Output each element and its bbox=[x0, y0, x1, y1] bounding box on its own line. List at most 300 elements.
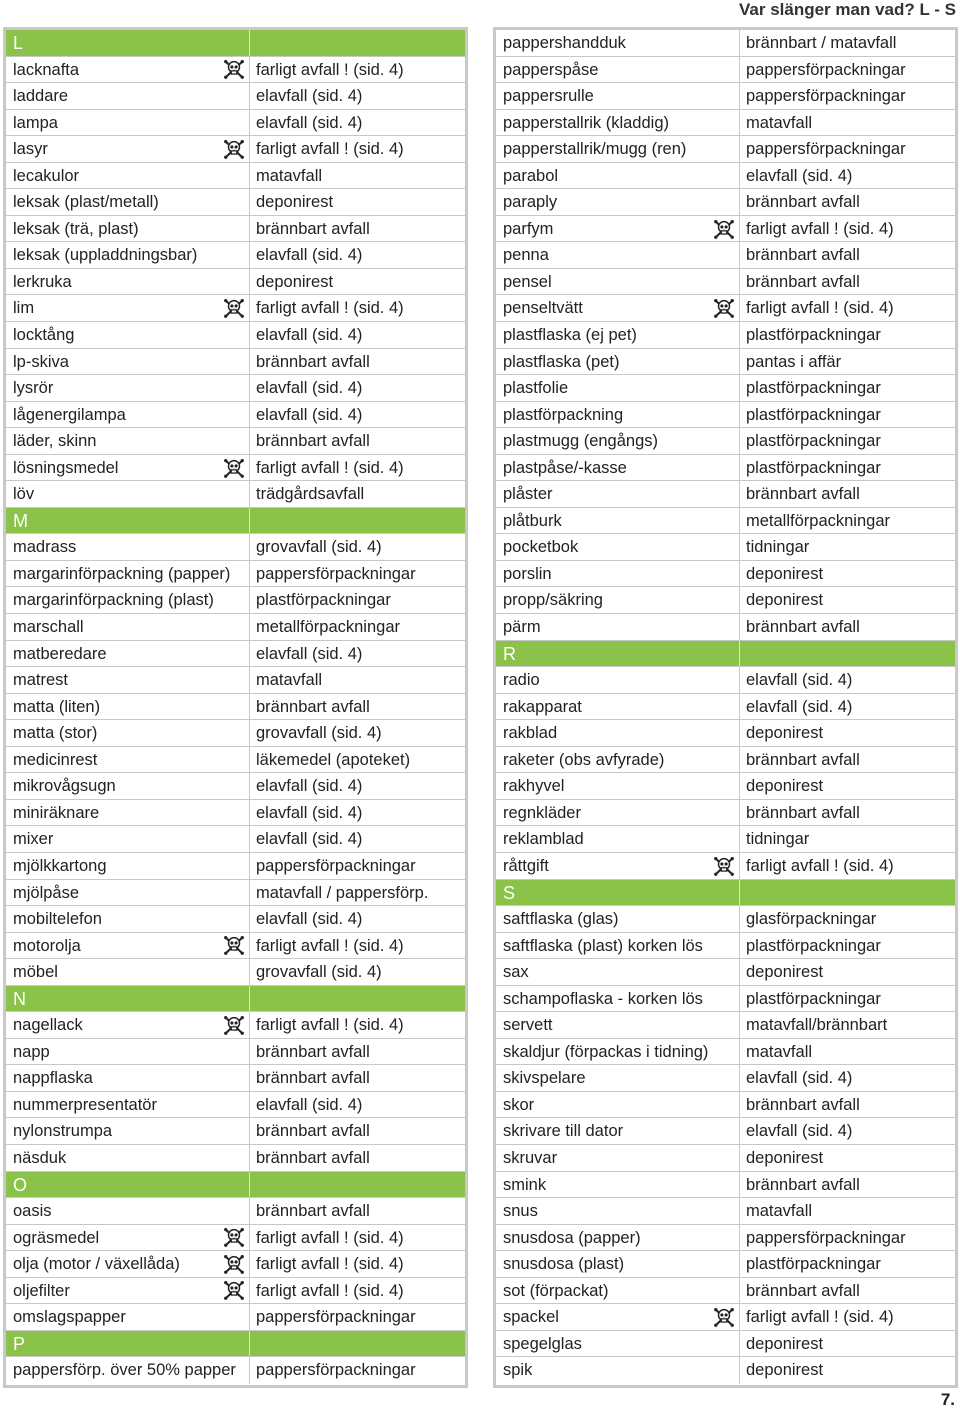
waste-category: plastförpackningar bbox=[739, 428, 955, 454]
table-row bbox=[496, 826, 955, 853]
waste-category: deponirest bbox=[739, 587, 955, 613]
item-name: rakapparat bbox=[503, 697, 582, 716]
table-row bbox=[496, 959, 955, 986]
item-name: papperstallrik (kladdig) bbox=[503, 113, 669, 132]
table-row bbox=[496, 508, 955, 535]
item-name: spegelglas bbox=[503, 1334, 582, 1353]
table-row bbox=[496, 747, 955, 774]
waste-category: matavfall bbox=[249, 163, 465, 189]
section-letter-row bbox=[496, 641, 955, 668]
icon-cell bbox=[219, 641, 249, 667]
table-row bbox=[496, 933, 955, 960]
waste-category: farligt avfall ! (sid. 4) bbox=[739, 295, 955, 321]
table-row bbox=[496, 322, 955, 349]
icon-cell bbox=[219, 694, 249, 720]
table-row bbox=[6, 110, 465, 137]
waste-category: deponirest bbox=[739, 959, 955, 985]
waste-category: farligt avfall ! (sid. 4) bbox=[249, 933, 465, 959]
waste-category: pappersförpackningar bbox=[739, 1225, 955, 1251]
item-name: lecakulor bbox=[13, 166, 80, 185]
icon-cell bbox=[709, 1198, 739, 1224]
skull-crossbones-icon bbox=[219, 1225, 249, 1251]
waste-category: farligt avfall ! (sid. 4) bbox=[249, 136, 465, 162]
table-row bbox=[496, 614, 955, 641]
table-row bbox=[496, 773, 955, 800]
icon-cell bbox=[709, 906, 739, 932]
waste-category: elavfall (sid. 4) bbox=[739, 163, 955, 189]
icon-cell bbox=[709, 30, 739, 56]
section-letter-filler bbox=[249, 986, 465, 1012]
page-number: 7. bbox=[940, 1390, 955, 1409]
item-name: motorolja bbox=[13, 936, 81, 955]
icon-cell bbox=[219, 959, 249, 985]
waste-category: brännbart avfall bbox=[739, 242, 955, 268]
table-row bbox=[496, 136, 955, 163]
waste-category: brännbart avfall bbox=[739, 614, 955, 640]
waste-category: elavfall (sid. 4) bbox=[739, 1065, 955, 1091]
item-name: matberedare bbox=[13, 644, 107, 663]
waste-category: brännbart avfall bbox=[249, 1198, 465, 1224]
item-name: plastmugg (engångs) bbox=[503, 432, 659, 451]
item-name: nylonstrumpa bbox=[13, 1122, 113, 1141]
item-name: schampoflaska - korken lös bbox=[503, 989, 703, 1008]
waste-category: trädgårdsavfall bbox=[249, 481, 465, 507]
item-name: leksak (plast/metall) bbox=[13, 193, 159, 212]
skull-crossbones-icon bbox=[219, 1251, 249, 1277]
icon-cell bbox=[709, 720, 739, 746]
item-name: lösningsmedel bbox=[13, 458, 119, 477]
section-letter-filler bbox=[249, 30, 465, 56]
item-name: matta (liten) bbox=[13, 697, 101, 716]
skull-crossbones-icon bbox=[709, 216, 739, 242]
item-name: näsduk bbox=[13, 1148, 67, 1167]
item-name: nummerpresentatör bbox=[13, 1095, 157, 1114]
waste-category: deponirest bbox=[739, 720, 955, 746]
section-letter-row bbox=[6, 508, 465, 535]
item-name: propp/säkring bbox=[503, 591, 603, 610]
item-name: mjölkkartong bbox=[13, 856, 107, 875]
waste-category: elavfall (sid. 4) bbox=[739, 1118, 955, 1144]
waste-category: pappersförpackningar bbox=[739, 136, 955, 162]
table-row bbox=[496, 455, 955, 482]
waste-category: brännbart avfall bbox=[249, 1039, 465, 1065]
item-name: lampa bbox=[13, 113, 58, 132]
table-row bbox=[496, 189, 955, 216]
waste-category: brännbart avfall bbox=[739, 481, 955, 507]
item-name: lågenergilampa bbox=[13, 405, 126, 424]
icon-cell bbox=[709, 614, 739, 640]
item-name: ogräsmedel bbox=[13, 1228, 100, 1247]
waste-category: grovavfall (sid. 4) bbox=[249, 720, 465, 746]
table-row bbox=[6, 773, 465, 800]
waste-category: tidningar bbox=[739, 534, 955, 560]
icon-cell bbox=[219, 720, 249, 746]
waste-category: pappersförpackningar bbox=[739, 57, 955, 83]
waste-category: plastförpackningar bbox=[739, 1251, 955, 1277]
item-name: sot (förpackat) bbox=[503, 1281, 609, 1300]
waste-category: matavfall bbox=[739, 110, 955, 136]
item-name: rakblad bbox=[503, 724, 558, 743]
icon-cell bbox=[219, 322, 249, 348]
table-row bbox=[496, 853, 955, 880]
icon-cell bbox=[709, 269, 739, 295]
waste-category: brännbart avfall bbox=[739, 747, 955, 773]
icon-cell bbox=[709, 986, 739, 1012]
icon-cell bbox=[219, 587, 249, 613]
item-name: smink bbox=[503, 1175, 547, 1194]
icon-cell bbox=[709, 83, 739, 109]
waste-category: deponirest bbox=[739, 561, 955, 587]
table-row bbox=[496, 110, 955, 137]
item-name: sax bbox=[503, 963, 529, 982]
section-letter-spacer bbox=[219, 1172, 249, 1198]
table-row bbox=[496, 402, 955, 429]
item-name: plåster bbox=[503, 485, 553, 504]
section-letter-spacer bbox=[709, 641, 739, 667]
item-name: nappflaska bbox=[13, 1069, 93, 1088]
icon-cell bbox=[709, 1225, 739, 1251]
icon-cell bbox=[709, 959, 739, 985]
table-row bbox=[6, 614, 465, 641]
section-letter-filler bbox=[249, 508, 465, 534]
table-row bbox=[496, 694, 955, 721]
icon-cell bbox=[219, 747, 249, 773]
right-column-table bbox=[493, 27, 958, 1388]
table-row bbox=[6, 481, 465, 508]
waste-category: elavfall (sid. 4) bbox=[249, 322, 465, 348]
item-name: skaldjur (förpackas i tidning) bbox=[503, 1042, 709, 1061]
table-row bbox=[6, 136, 465, 163]
section-letter-row bbox=[496, 880, 955, 907]
table-row bbox=[6, 1225, 465, 1252]
item-name: plastförpackning bbox=[503, 405, 624, 424]
table-row bbox=[6, 1012, 465, 1039]
table-row bbox=[496, 481, 955, 508]
table-row bbox=[496, 667, 955, 694]
waste-category: brännbart avfall bbox=[739, 189, 955, 215]
icon-cell bbox=[709, 322, 739, 348]
table-row bbox=[496, 587, 955, 614]
icon-cell bbox=[709, 402, 739, 428]
icon-cell bbox=[219, 216, 249, 242]
waste-category: metallförpackningar bbox=[739, 508, 955, 534]
section-letter-row bbox=[6, 1331, 465, 1358]
waste-category: plastförpackningar bbox=[739, 986, 955, 1012]
item-name: skruvar bbox=[503, 1148, 558, 1167]
section-letter-row bbox=[6, 986, 465, 1013]
table-row bbox=[6, 747, 465, 774]
table-row bbox=[6, 1304, 465, 1331]
icon-cell bbox=[709, 1065, 739, 1091]
waste-category: elavfall (sid. 4) bbox=[249, 83, 465, 109]
waste-category: plastförpackningar bbox=[739, 375, 955, 401]
waste-category: farligt avfall ! (sid. 4) bbox=[249, 1278, 465, 1304]
waste-category: elavfall (sid. 4) bbox=[249, 375, 465, 401]
table-row bbox=[496, 1251, 955, 1278]
item-name: oasis bbox=[13, 1202, 52, 1221]
item-name: pensel bbox=[503, 272, 552, 291]
table-row bbox=[496, 83, 955, 110]
icon-cell bbox=[709, 747, 739, 773]
waste-category: brännbart / matavfall bbox=[739, 30, 955, 56]
waste-category: brännbart avfall bbox=[249, 428, 465, 454]
item-name: spik bbox=[503, 1361, 533, 1380]
item-name: mjölpåse bbox=[13, 883, 80, 902]
waste-category: brännbart avfall bbox=[249, 1065, 465, 1091]
skull-crossbones-icon bbox=[219, 1278, 249, 1304]
table-row bbox=[496, 1172, 955, 1199]
icon-cell bbox=[219, 1145, 249, 1171]
waste-category: elavfall (sid. 4) bbox=[249, 641, 465, 667]
waste-category: plastförpackningar bbox=[739, 455, 955, 481]
table-row bbox=[496, 1065, 955, 1092]
waste-category: matavfall bbox=[249, 667, 465, 693]
waste-category: elavfall (sid. 4) bbox=[249, 773, 465, 799]
item-name: plastflaska (pet) bbox=[503, 352, 620, 371]
waste-category: metallförpackningar bbox=[249, 614, 465, 640]
item-name: pappersrulle bbox=[503, 87, 594, 106]
item-name: löv bbox=[13, 485, 35, 504]
waste-category: plastförpackningar bbox=[739, 933, 955, 959]
item-name: penna bbox=[503, 246, 549, 265]
table-row bbox=[496, 269, 955, 296]
icon-cell bbox=[709, 1145, 739, 1171]
table-row bbox=[6, 667, 465, 694]
table-row bbox=[496, 1118, 955, 1145]
table-row bbox=[6, 1145, 465, 1172]
waste-category: brännbart avfall bbox=[249, 1145, 465, 1171]
skull-crossbones-icon bbox=[709, 1304, 739, 1330]
table-row bbox=[496, 242, 955, 269]
waste-category: brännbart avfall bbox=[249, 1118, 465, 1144]
icon-cell bbox=[219, 880, 249, 906]
table-row bbox=[6, 428, 465, 455]
icon-cell bbox=[709, 1251, 739, 1277]
section-letter-spacer bbox=[219, 30, 249, 56]
icon-cell bbox=[219, 242, 249, 268]
item-name: plastflaska (ej pet) bbox=[503, 326, 637, 345]
left-column-table bbox=[3, 27, 468, 1388]
section-letter-filler bbox=[739, 641, 955, 667]
item-name: snusdosa (papper) bbox=[503, 1228, 641, 1247]
icon-cell bbox=[219, 1198, 249, 1224]
waste-category: pappersförpackningar bbox=[249, 561, 465, 587]
icon-cell bbox=[219, 189, 249, 215]
icon-cell bbox=[709, 455, 739, 481]
item-name: lp-skiva bbox=[13, 352, 69, 371]
table-row bbox=[6, 880, 465, 907]
icon-cell bbox=[219, 349, 249, 375]
waste-category: elavfall (sid. 4) bbox=[249, 110, 465, 136]
section-letter-row bbox=[6, 30, 465, 57]
table-row bbox=[496, 1145, 955, 1172]
table-row bbox=[6, 534, 465, 561]
waste-category: brännbart avfall bbox=[739, 269, 955, 295]
table-row bbox=[6, 853, 465, 880]
table-row bbox=[6, 1251, 465, 1278]
item-name: matta (stor) bbox=[13, 724, 98, 743]
icon-cell bbox=[709, 110, 739, 136]
waste-category: deponirest bbox=[739, 773, 955, 799]
item-name: napp bbox=[13, 1042, 50, 1061]
table-row bbox=[6, 269, 465, 296]
item-name: skrivare till dator bbox=[503, 1122, 624, 1141]
icon-cell bbox=[709, 667, 739, 693]
table-row bbox=[6, 800, 465, 827]
icon-cell bbox=[709, 561, 739, 587]
item-name: regnkläder bbox=[503, 803, 581, 822]
table-row bbox=[496, 57, 955, 84]
item-name: margarinförpackning (papper) bbox=[13, 564, 231, 583]
waste-category: farligt avfall ! (sid. 4) bbox=[739, 216, 955, 242]
item-name: rakhyvel bbox=[503, 777, 565, 796]
waste-category: farligt avfall ! (sid. 4) bbox=[249, 57, 465, 83]
table-row bbox=[6, 694, 465, 721]
table-row bbox=[6, 1198, 465, 1225]
icon-cell bbox=[709, 534, 739, 560]
icon-cell bbox=[709, 57, 739, 83]
table-row bbox=[496, 1039, 955, 1066]
item-name: servett bbox=[503, 1016, 553, 1035]
icon-cell bbox=[219, 534, 249, 560]
item-name: porslin bbox=[503, 564, 552, 583]
table-row bbox=[6, 1092, 465, 1119]
icon-cell bbox=[709, 826, 739, 852]
waste-category: pappersförpackningar bbox=[249, 1304, 465, 1330]
waste-category: farligt avfall ! (sid. 4) bbox=[249, 1251, 465, 1277]
table-row bbox=[496, 1331, 955, 1358]
icon-cell bbox=[219, 375, 249, 401]
table-row bbox=[6, 933, 465, 960]
waste-category: deponirest bbox=[739, 1145, 955, 1171]
waste-category: matavfall/brännbart bbox=[739, 1012, 955, 1038]
table-row bbox=[6, 1357, 465, 1384]
table-row bbox=[6, 322, 465, 349]
table-row bbox=[496, 1357, 955, 1384]
waste-category: elavfall (sid. 4) bbox=[739, 667, 955, 693]
table-row bbox=[496, 295, 955, 322]
item-name: laddare bbox=[13, 87, 69, 106]
waste-category: pappersförpackningar bbox=[249, 1357, 465, 1384]
table-row bbox=[496, 534, 955, 561]
icon-cell bbox=[219, 163, 249, 189]
icon-cell bbox=[219, 428, 249, 454]
item-name: lim bbox=[13, 299, 35, 318]
item-name: reklamblad bbox=[503, 830, 584, 849]
waste-category: deponirest bbox=[739, 1357, 955, 1384]
table-row bbox=[6, 375, 465, 402]
waste-category: brännbart avfall bbox=[249, 216, 465, 242]
skull-crossbones-icon bbox=[219, 1012, 249, 1038]
item-name: skor bbox=[503, 1095, 535, 1114]
item-name: lasyr bbox=[13, 140, 48, 159]
section-letter-spacer bbox=[219, 986, 249, 1012]
waste-category: grovavfall (sid. 4) bbox=[249, 959, 465, 985]
skull-crossbones-icon bbox=[219, 295, 249, 321]
icon-cell bbox=[709, 189, 739, 215]
icon-cell bbox=[219, 614, 249, 640]
item-name: plastpåse/-kasse bbox=[503, 458, 627, 477]
item-name: möbel bbox=[13, 963, 58, 982]
section-letter: L bbox=[13, 33, 24, 53]
table-row bbox=[6, 57, 465, 84]
table-row bbox=[496, 216, 955, 243]
icon-cell bbox=[219, 667, 249, 693]
item-name: råttgift bbox=[503, 856, 549, 875]
icon-cell bbox=[709, 428, 739, 454]
icon-cell bbox=[219, 853, 249, 879]
item-name: matrest bbox=[13, 671, 69, 690]
item-name: leksak (trä, plast) bbox=[13, 219, 139, 238]
table-row bbox=[6, 1278, 465, 1305]
table-row bbox=[6, 720, 465, 747]
icon-cell bbox=[709, 1172, 739, 1198]
waste-category: elavfall (sid. 4) bbox=[249, 906, 465, 932]
waste-category: elavfall (sid. 4) bbox=[249, 402, 465, 428]
item-name: margarinförpackning (plast) bbox=[13, 591, 214, 610]
icon-cell bbox=[219, 1065, 249, 1091]
item-name: spackel bbox=[503, 1308, 559, 1327]
icon-cell bbox=[219, 269, 249, 295]
waste-category: plastförpackningar bbox=[249, 587, 465, 613]
skull-crossbones-icon bbox=[219, 136, 249, 162]
table-row bbox=[6, 349, 465, 376]
item-name: madrass bbox=[13, 538, 77, 557]
item-name: skivspelare bbox=[503, 1069, 586, 1088]
waste-category: elavfall (sid. 4) bbox=[249, 1092, 465, 1118]
item-name: marschall bbox=[13, 618, 84, 637]
item-name: omslagspapper bbox=[13, 1308, 126, 1327]
item-name: radio bbox=[503, 671, 540, 690]
waste-category: matavfall / pappersförp. bbox=[249, 880, 465, 906]
item-name: lacknafta bbox=[13, 60, 80, 79]
table-row bbox=[6, 1118, 465, 1145]
table-row bbox=[496, 375, 955, 402]
table-row bbox=[496, 163, 955, 190]
item-name: parfym bbox=[503, 219, 554, 238]
item-name: snus bbox=[503, 1202, 538, 1221]
table-row bbox=[6, 826, 465, 853]
waste-category: plastförpackningar bbox=[739, 402, 955, 428]
icon-cell bbox=[709, 1092, 739, 1118]
waste-category: farligt avfall ! (sid. 4) bbox=[249, 455, 465, 481]
icon-cell bbox=[219, 402, 249, 428]
waste-category: farligt avfall ! (sid. 4) bbox=[739, 853, 955, 879]
item-name: papperspåse bbox=[503, 60, 599, 79]
item-name: medicinrest bbox=[13, 750, 98, 769]
item-name: läder, skinn bbox=[13, 432, 97, 451]
icon-cell bbox=[709, 1357, 739, 1384]
icon-cell bbox=[709, 1039, 739, 1065]
section-letter-filler bbox=[249, 1172, 465, 1198]
waste-category: brännbart avfall bbox=[249, 349, 465, 375]
waste-category: glasförpackningar bbox=[739, 906, 955, 932]
waste-category: farligt avfall ! (sid. 4) bbox=[249, 1012, 465, 1038]
item-name: pocketbok bbox=[503, 538, 579, 557]
section-letter: S bbox=[503, 882, 516, 903]
table-row bbox=[6, 561, 465, 588]
icon-cell bbox=[219, 1039, 249, 1065]
waste-category: deponirest bbox=[249, 189, 465, 215]
section-letter: R bbox=[503, 643, 516, 664]
waste-category: farligt avfall ! (sid. 4) bbox=[249, 295, 465, 321]
table-row bbox=[496, 720, 955, 747]
icon-cell bbox=[219, 800, 249, 826]
waste-category: läkemedel (apoteket) bbox=[249, 747, 465, 773]
icon-cell bbox=[709, 1012, 739, 1038]
skull-crossbones-icon bbox=[709, 853, 739, 879]
icon-cell bbox=[709, 933, 739, 959]
